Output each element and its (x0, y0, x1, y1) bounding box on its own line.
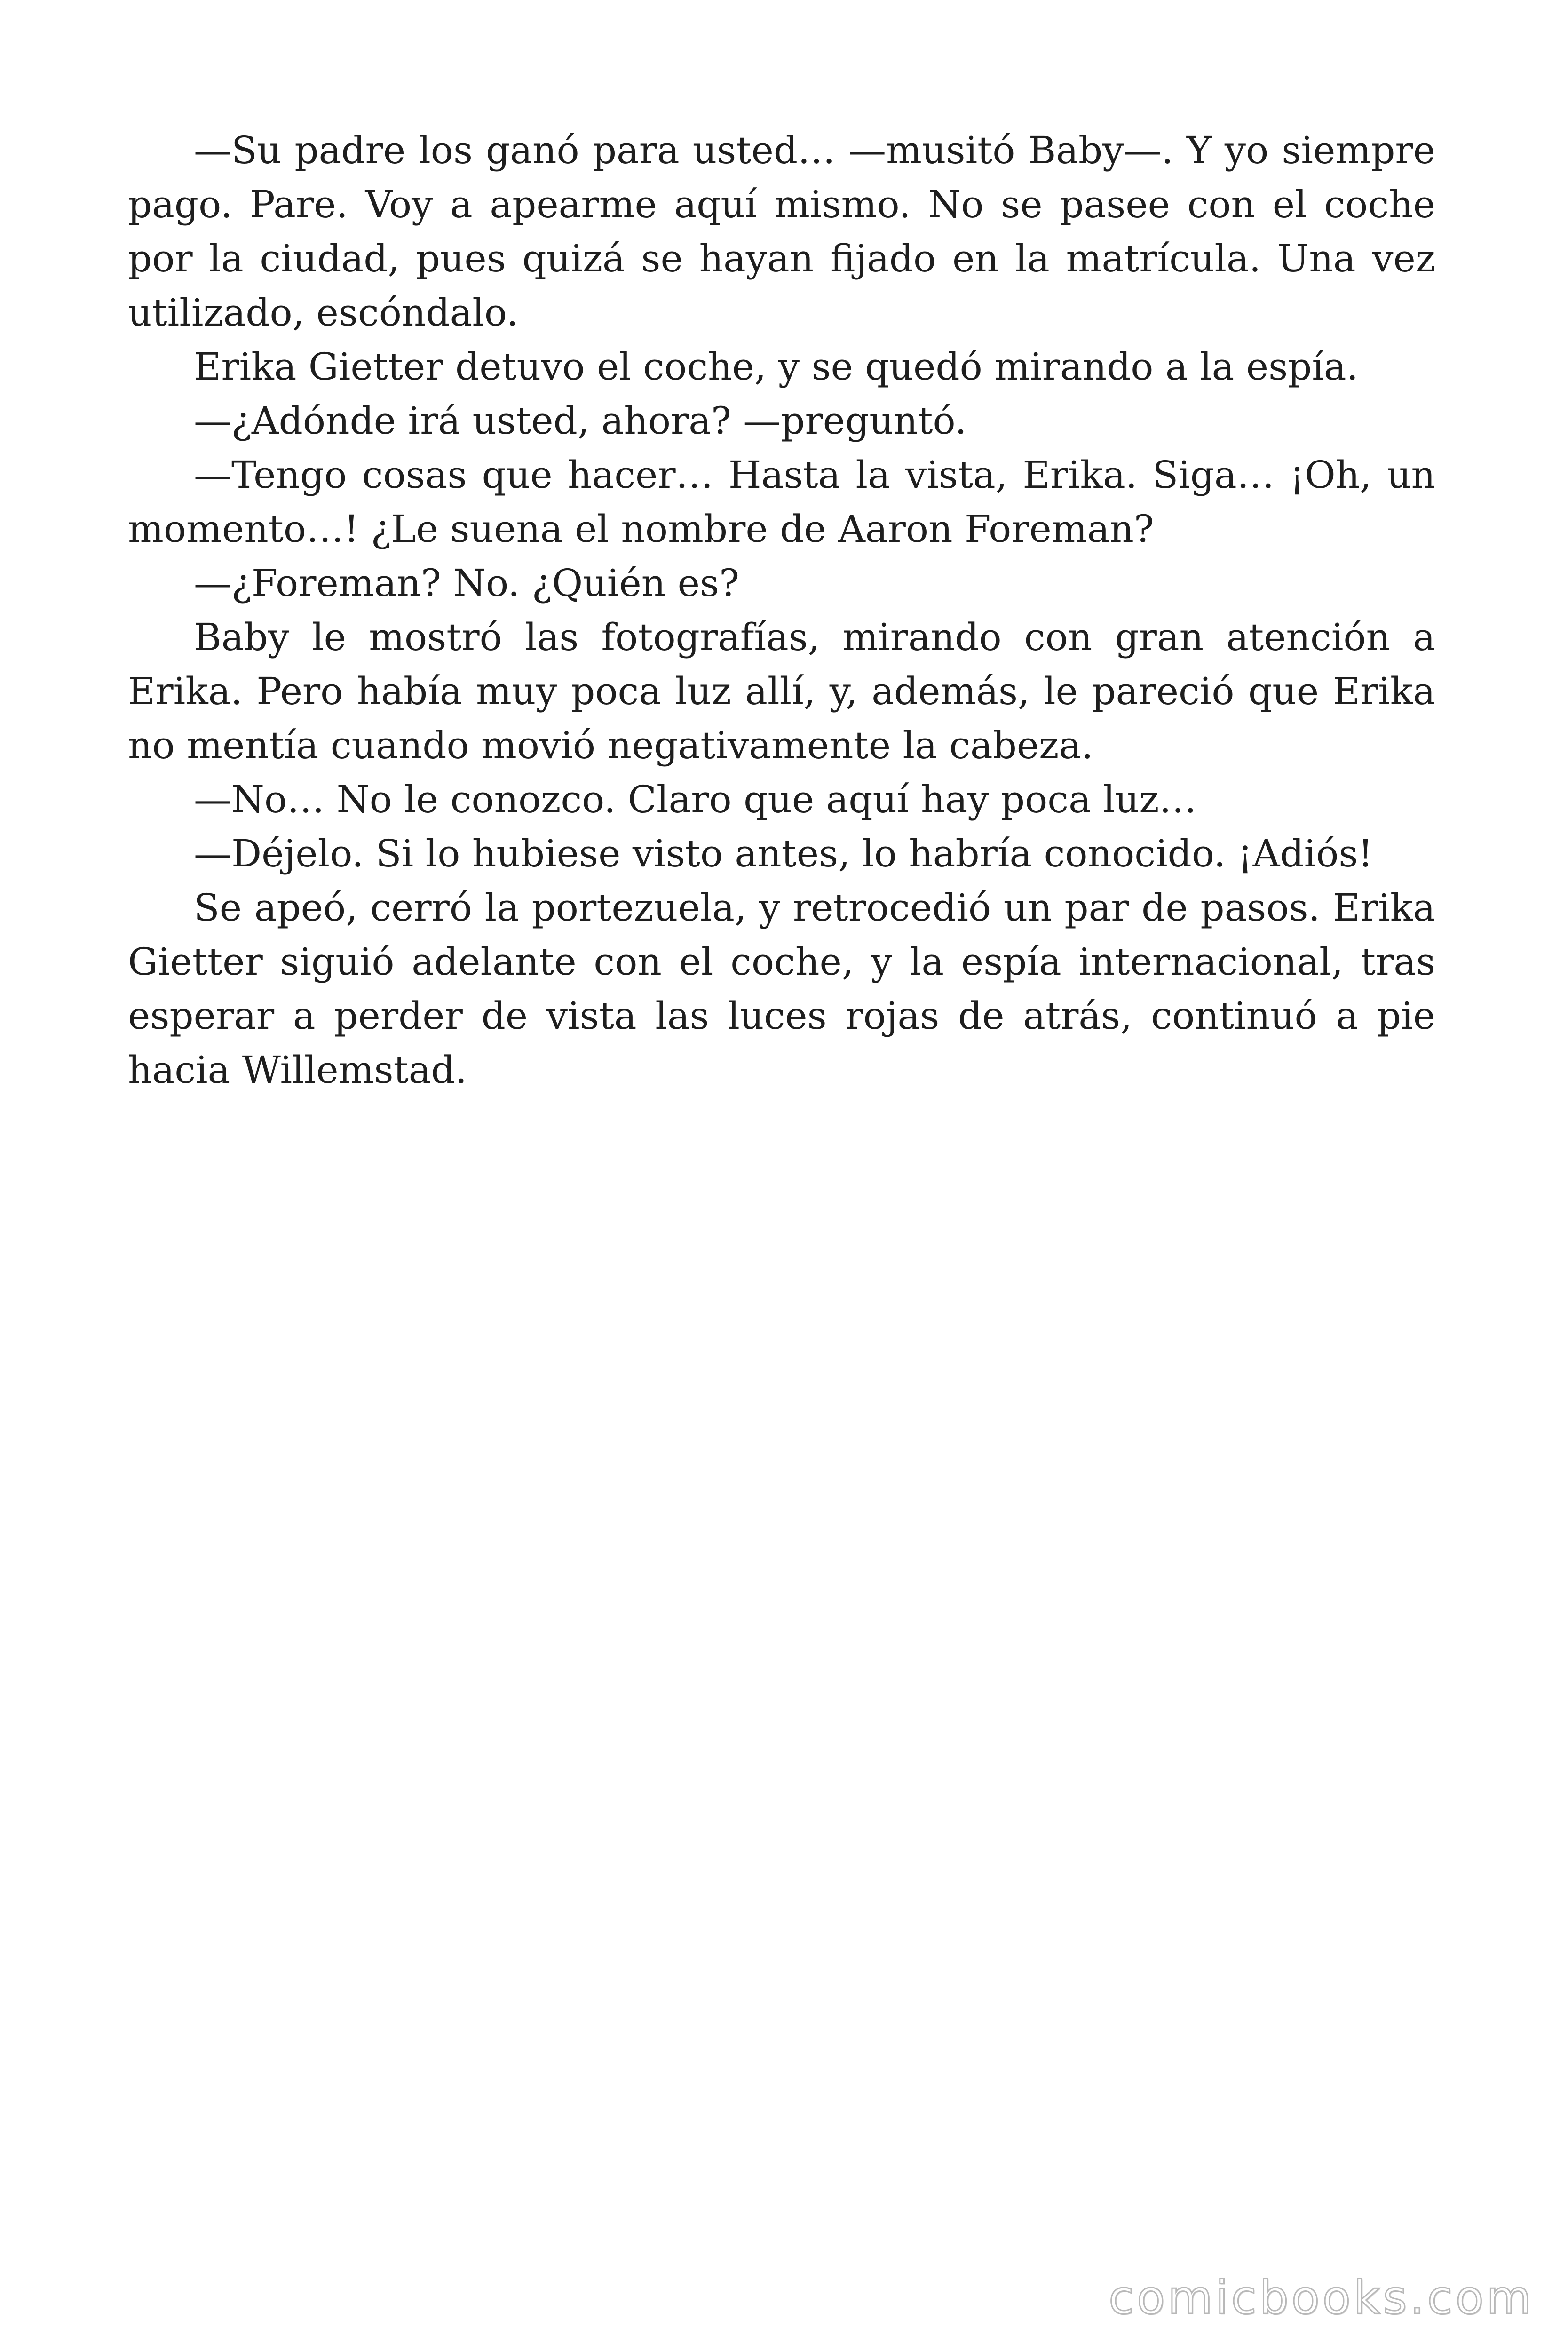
paragraph: Se apeó, cerró la portezuela, y retrocedió un par de pasos. Erika Gietter siguió adelante con el coche, y la espía internacional, tras esperar a perder de vista las luces rojas de atrás, continuó a pie hacia Willemstad. (128, 886, 1435, 1092)
watermark: comicbooks.com (1109, 2271, 1534, 2325)
paragraph: —Déjelo. Si lo hubiese visto antes, lo habría conocido. ¡Adiós! (194, 832, 1373, 875)
paragraph: Baby le mostró las fotografías, mirando con gran atención a Erika. Pero había muy poca luz allí, y, además, le pareció que Erika no mentía cuando movió negativamente la cabeza. (128, 615, 1435, 767)
paragraph: —¿Foreman? No. ¿Quién es? (194, 561, 739, 605)
paragraph: —Tengo cosas que hacer… Hasta la vista, Erika. Siga… ¡Oh, un momento…! ¿Le suena el nombre de Aaron Foreman? (128, 453, 1435, 551)
paragraph: —No… No le conozco. Claro que aquí hay poca luz… (194, 778, 1197, 821)
paragraph: —¿Adónde irá usted, ahora? —preguntó. (194, 399, 967, 443)
body-text (128, 123, 1435, 1097)
paragraph: —Su padre los ganó para usted… —musitó Baby—. Y yo siempre pago. Pare. Voy a apearme aquí mismo. No se pasee con el coche por la ciudad, pues quizá se hayan fijado en la matrícula. Una vez utilizado, escóndalo. (128, 128, 1435, 334)
paragraph: Erika Gietter detuvo el coche, y se quedó mirando a la espía. (194, 345, 1359, 389)
